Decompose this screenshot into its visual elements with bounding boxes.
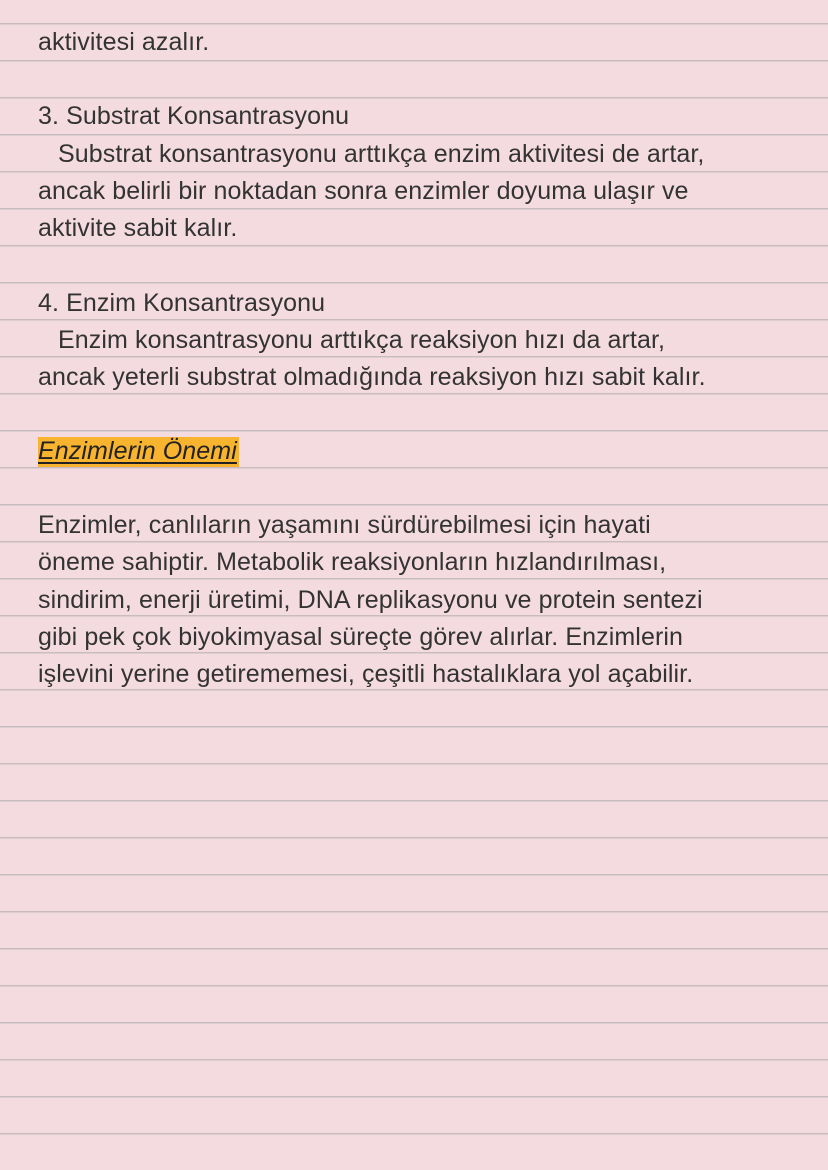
section-4-line-2: ancak yeterli substrat olmadığında reaksiyon hızı sabit kalır. <box>38 363 706 391</box>
section-4-line-1: Enzim konsantrasyonu arttıkça reaksiyon hızı da artar, <box>58 326 666 354</box>
importance-line-4: gibi pek çok biyokimyasal süreçte görev alırlar. Enzimlerin <box>38 623 684 651</box>
importance-line-1: Enzimler, canlıların yaşamını sürdürebilmesi için hayati <box>38 511 651 539</box>
highlighted-heading-text: Enzimlerin Önemi <box>38 437 237 465</box>
section-3-title: 3. Substrat Konsantrasyonu <box>38 102 350 130</box>
importance-line-5: işlevini yerine getirememesi, çeşitli hastalıklara yol açabilir. <box>38 660 694 688</box>
importance-line-2: öneme sahiptir. Metabolik reaksiyonların hızlandırılması, <box>38 548 667 576</box>
importance-heading <box>38 435 239 467</box>
section-3-line-2: ancak belirli bir noktadan sonra enzimler doyuma ulaşır ve <box>38 177 689 205</box>
section-3-line-1: Substrat konsantrasyonu arttıkça enzim aktivitesi de artar, <box>58 140 705 168</box>
carryover-text: aktivitesi azalır. <box>38 28 210 56</box>
section-4-title: 4. Enzim Konsantrasyonu <box>38 289 326 317</box>
section-3-line-3: aktivite sabit kalır. <box>38 214 238 242</box>
importance-line-3: sindirim, enerji üretimi, DNA replikasyonu ve protein sentezi <box>38 586 703 614</box>
